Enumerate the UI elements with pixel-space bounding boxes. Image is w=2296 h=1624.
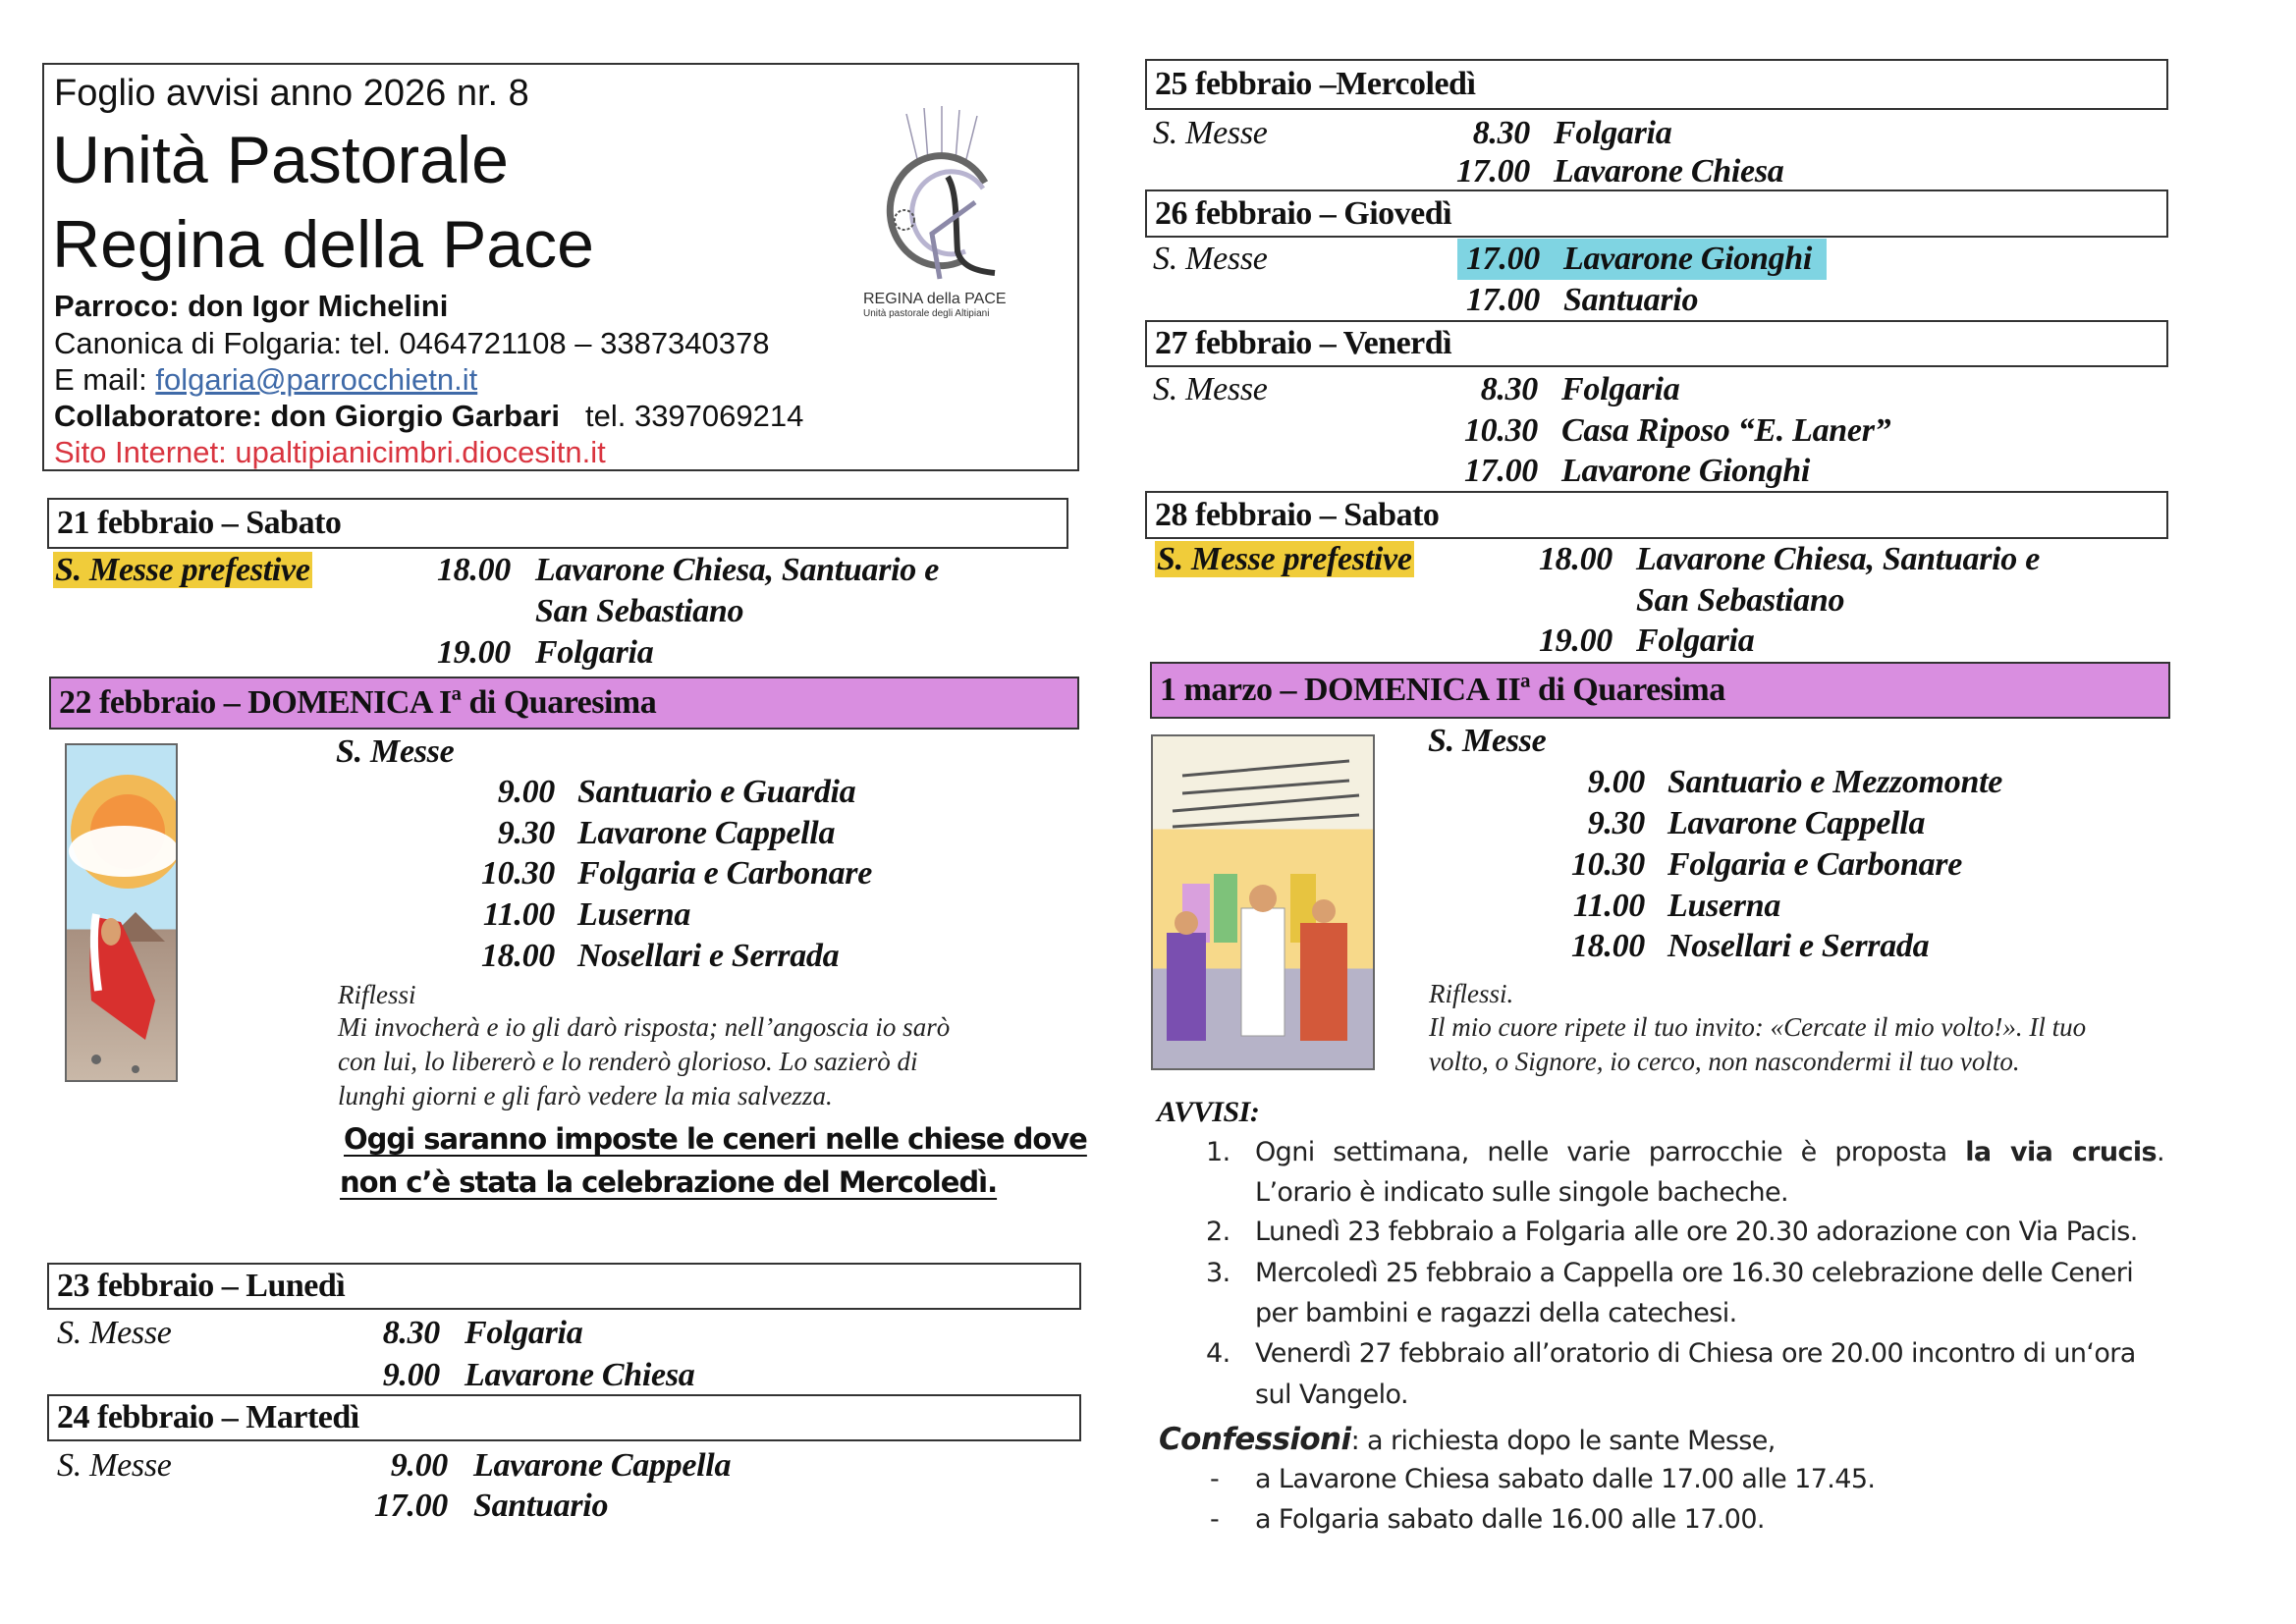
avvisi-item-line: Lunedì 23 febbraio a Folgaria alle ore 20.30 adorazione con Via Pacis. (1255, 1217, 2138, 1247)
mass-place: Folgaria e Carbonare (1667, 846, 1963, 883)
mass-place: Lavarone Cappella (1667, 805, 1926, 841)
day-heading-26-feb: 26 febbraio – Giovedì (1145, 189, 2168, 238)
title-line2: Regina della Pace (52, 207, 594, 282)
confessioni-dash: - (1210, 1464, 1220, 1494)
ashes-notice-line: Oggi saranno imposte le ceneri nelle chiese dove (344, 1122, 1087, 1156)
mass-time: 19.00 (1538, 623, 1613, 659)
email-line (54, 362, 477, 398)
confessioni-item: a Lavarone Chiesa sabato dalle 17.00 alle 17.45. (1255, 1464, 1876, 1494)
reflection-line: Il mio cuore ripete il tuo invito: «Cercate il mio volto!». Il tuo (1429, 1012, 2087, 1042)
regina-della-pace-logo (863, 104, 1014, 325)
day-heading-27-feb: 27 febbraio – Venerdì (1145, 320, 2168, 367)
email-label: E mail: (54, 362, 156, 397)
transfiguration-illustration (1151, 734, 1375, 1070)
mass-time: 8.30 (382, 1315, 440, 1351)
mass-label: S. Messe (1153, 241, 1268, 277)
mass-time: 9.00 (1587, 764, 1645, 800)
collaboratore-tel: tel. 3397069214 (584, 399, 804, 433)
mass-place: Lavarone Gionghi (1563, 241, 1813, 277)
day-heading-28-feb: 28 febbraio – Sabato (1145, 491, 2168, 539)
logo-subtitle: Unità pastorale degli Altipiani (863, 308, 990, 319)
avvisi-item-text: Ogni settimana, nelle varie parrocchie è proposta (1255, 1137, 1966, 1167)
day-heading-23-feb: 23 febbraio – Lunedì (47, 1263, 1081, 1310)
mass-time: 8.30 (1472, 115, 1530, 151)
confessioni-dash: - (1210, 1504, 1220, 1535)
avvisi-item-line (1255, 1137, 2164, 1167)
day-heading-22-feb: 22 febbraio – DOMENICA Iª di Quaresima (49, 677, 1079, 730)
reflection-title: Riflessi (338, 980, 416, 1009)
mass-place: Lavarone Chiesa, Santuario e (1636, 541, 2040, 577)
mass-time: 17.00 (373, 1488, 448, 1524)
mass-time: 18.00 (436, 552, 511, 588)
mass-time: 17.00 (1465, 241, 1540, 277)
ashes-notice-line: non c’è stata la celebrazione del Mercoledì. (340, 1165, 998, 1199)
mass-place: Santuario (1563, 282, 1699, 318)
reflection-line: con lui, lo libererò e lo renderò glorioso. Lo sazierò di (338, 1047, 918, 1076)
mass-label-text: S. Messe prefestive (55, 552, 310, 588)
day-heading-24-feb: 24 febbraio – Martedì (47, 1394, 1081, 1441)
mass-place: Lavarone Cappella (473, 1447, 732, 1484)
mass-time: 18.00 (480, 938, 555, 974)
mass-place: Luserna (1667, 888, 1781, 924)
logo-title: REGINA della PACE (863, 291, 1007, 307)
confessioni-line (1159, 1422, 1776, 1457)
logo-emblem-icon (867, 104, 1014, 291)
mass-label: S. Messe (336, 733, 455, 770)
avvisi-item-line: Mercoledì 25 febbraio a Cappella ore 16.30 celebrazione delle Ceneri (1255, 1258, 2134, 1288)
mass-time: 10.30 (480, 855, 555, 892)
mass-place: Lavarone Gionghi (1561, 453, 1811, 489)
mass-time: 18.00 (1570, 928, 1645, 964)
mass-time: 17.00 (1465, 282, 1540, 318)
mass-time: 10.30 (1570, 846, 1645, 883)
mass-place: Folgaria (535, 634, 654, 671)
illustration-icon (1153, 736, 1375, 1070)
title-line1: Unità Pastorale (52, 123, 509, 197)
avvisi-item-number: 1. (1206, 1137, 1230, 1167)
reflection-line: lunghi giorni e gli farò vedere la mia salvezza. (338, 1081, 833, 1110)
mass-place: Santuario (473, 1488, 609, 1524)
mass-label-prefestive (53, 552, 312, 589)
mass-label: S. Messe (57, 1315, 172, 1351)
mass-time: 17.00 (1463, 453, 1538, 489)
website[interactable]: Sito Internet: upaltipianicimbri.diocesitn.it (54, 435, 606, 469)
mass-time: 9.30 (1587, 805, 1645, 841)
mass-place: Luserna (577, 896, 691, 933)
mass-place: Folgaria (1636, 623, 1755, 659)
avvisi-item-line: Venerdì 27 febbraio all’oratorio di Chiesa ore 20.00 incontro di un‘ora (1255, 1338, 2136, 1369)
mass-label: S. Messe (57, 1447, 172, 1484)
mass-time: 17.00 (1455, 153, 1530, 189)
mass-time: 18.00 (1538, 541, 1613, 577)
mass-time: 9.00 (390, 1447, 448, 1484)
mass-place: Nosellari e Serrada (577, 938, 840, 974)
mass-time: 9.30 (497, 815, 555, 851)
reflection-title: Riflessi. (1429, 979, 1514, 1008)
header-box (42, 63, 1079, 471)
mass-label: S. Messe (1153, 371, 1268, 407)
avvisi-item-line: L’orario è indicato sulle singole bacheche. (1255, 1177, 1789, 1208)
canonica: Canonica di Folgaria: tel. 0464721108 – 3387340378 (54, 326, 770, 360)
mass-place: Lavarone Chiesa, Santuario e (535, 552, 939, 588)
mass-place: Lavarone Chiesa (1554, 153, 1784, 189)
avvisi-item-number: 3. (1206, 1258, 1230, 1288)
reflection-line: volto, o Signore, io cerco, non nascondermi il tuo volto. (1429, 1047, 2020, 1076)
via-crucis-bold: la via crucis (1965, 1137, 2158, 1167)
day-heading-21-feb: 21 febbraio – Sabato (47, 498, 1068, 549)
mass-time: 10.30 (1463, 412, 1538, 449)
mass-label: S. Messe (1428, 723, 1547, 759)
mass-place: Casa Riposo “E. Laner” (1561, 412, 1891, 449)
avvisi-item-line: sul Vangelo. (1255, 1380, 1408, 1410)
mass-place: Folgaria (1554, 115, 1672, 151)
mass-label-text: S. Messe prefestive (1157, 541, 1412, 577)
day-heading-1-mar: 1 marzo – DOMENICA IIª di Quaresima (1150, 662, 2170, 719)
confessioni-title: Confessioni (1159, 1422, 1351, 1457)
email-link[interactable]: folgaria@parrocchietn.it (155, 362, 478, 397)
mass-place: Lavarone Chiesa (465, 1357, 695, 1393)
avvisi-item-number: 4. (1206, 1338, 1230, 1369)
confessioni-text: : a richiesta dopo le sante Messe, (1350, 1426, 1776, 1456)
collaboratore-line (54, 399, 803, 434)
issue-label: Foglio avvisi anno 2026 nr. 8 (54, 73, 529, 114)
ashes-notice (340, 1117, 1087, 1204)
mass-place: Nosellari e Serrada (1667, 928, 1930, 964)
mass-place: Folgaria (465, 1315, 583, 1351)
mass-place: Folgaria e Carbonare (577, 855, 873, 892)
reflection-line: Mi invocherà e io gli darò risposta; nell’angoscia io sarò (338, 1012, 951, 1042)
mass-place: Lavarone Cappella (577, 815, 836, 851)
avvisi-item-number: 2. (1206, 1217, 1230, 1247)
mass-place: Folgaria (1561, 371, 1680, 407)
mass-time: 11.00 (482, 896, 555, 933)
mass-time: 19.00 (436, 634, 511, 671)
mass-place: Santuario e Mezzomonte (1667, 764, 2003, 800)
collaboratore: Collaboratore: don Giorgio Garbari (54, 399, 560, 433)
mass-time: 11.00 (1572, 888, 1645, 924)
mass-time: 9.00 (497, 774, 555, 810)
elijah-illustration (65, 743, 178, 1082)
confessioni-item: a Folgaria sabato dalle 16.00 alle 17.00. (1255, 1504, 1765, 1535)
mass-label: S. Messe (1153, 115, 1268, 151)
mass-place: Santuario e Guardia (577, 774, 856, 810)
mass-time: 8.30 (1480, 371, 1538, 407)
illustration-icon (67, 745, 178, 1082)
parroco: Parroco: don Igor Michelini (54, 289, 449, 323)
avvisi-title: AVVISI: (1157, 1096, 1260, 1128)
avvisi-item-line: per bambini e ragazzi della catechesi. (1255, 1298, 1737, 1328)
mass-place: San Sebastiano (535, 593, 744, 629)
mass-place: San Sebastiano (1636, 582, 1845, 619)
mass-label-prefestive (1155, 541, 1414, 578)
avvisi-item-text: . (2157, 1137, 2164, 1167)
mass-time: 9.00 (382, 1357, 440, 1393)
day-heading-25-feb: 25 febbraio –Mercoledì (1145, 59, 2168, 110)
